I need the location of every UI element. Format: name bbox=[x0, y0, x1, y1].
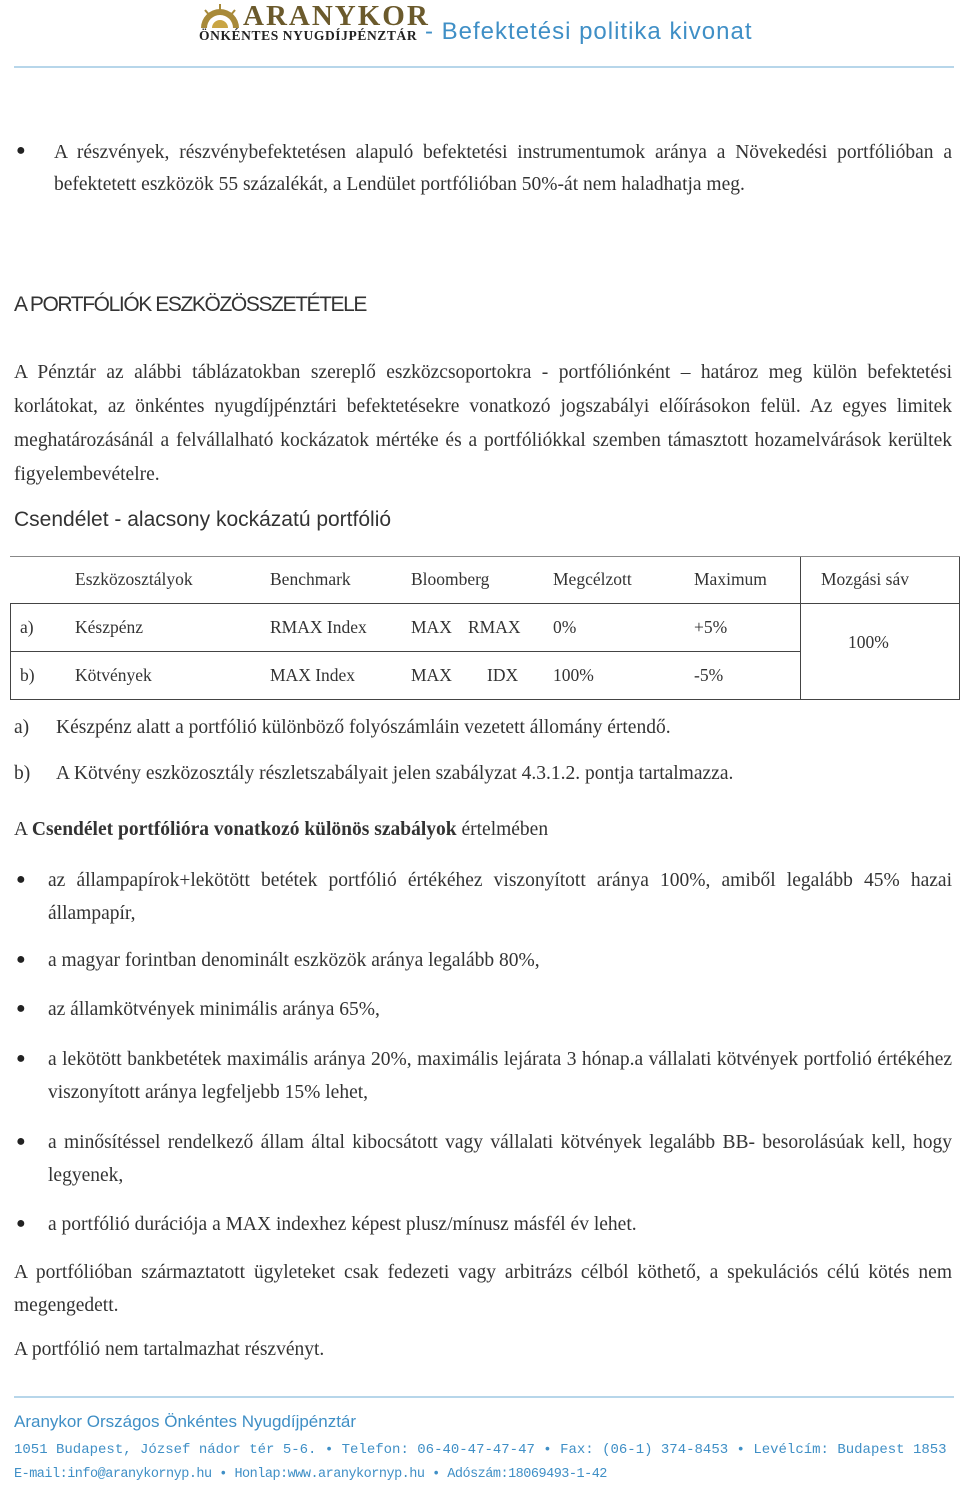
portfolio-title: Csendélet - alacsony kockázatú portfólió bbox=[14, 508, 392, 531]
table-cell-bloomberg: MAX bbox=[411, 665, 452, 685]
table-line bbox=[800, 556, 801, 700]
rule-item: a lekötött bankbetétek maximális aránya 20%, maximális lejárata 3 hónap.a vállalati kötvények portfolió értékéhez viszonyított aránya legfeljebb 15% lehet, bbox=[48, 1049, 952, 1103]
rules-intro-bold: Csendélet portfólióra vonatkozó különös szabályok bbox=[31, 819, 457, 840]
bullet-icon: ● bbox=[16, 142, 26, 159]
table-header-cell: Benchmark bbox=[270, 569, 351, 589]
note-text: Készpénz alatt a portfólió különböző folyószámláin vezetett állomány értendő. bbox=[56, 717, 671, 738]
closing-note: A portfólió nem tartalmazhat részvényt. bbox=[14, 1339, 325, 1360]
rules-intro bbox=[14, 814, 952, 846]
table-line bbox=[10, 699, 960, 700]
document-title: - Befektetési politika kivonat bbox=[425, 18, 753, 45]
logo-name: ARANYKOR bbox=[243, 0, 430, 32]
table-cell-letter: b) bbox=[20, 665, 35, 685]
table-header-cell: Bloomberg bbox=[411, 569, 490, 589]
bullet-icon: ● bbox=[16, 1133, 26, 1150]
table-cell-maximum: +5% bbox=[694, 617, 728, 637]
rules-intro-prefix: A bbox=[14, 819, 32, 840]
rule-item: a portfólió durációja a MAX indexhez képest plusz/mínusz másfél év lehet. bbox=[48, 1214, 637, 1235]
footer-contacts: E-mail:info@aranykornyp.hu • Honlap:www.aranykornyp.hu • Adószám:18069493-1-42 bbox=[14, 1467, 607, 1482]
note-text: A Kötvény eszközosztály részletszabályait jelen szabályzat 4.3.1.2. pontja tartalmazza. bbox=[56, 763, 734, 784]
table-cell-asset: Készpénz bbox=[75, 617, 144, 637]
table-cell-target: 0% bbox=[553, 617, 577, 637]
footer-org: Aranykor Országos Önkéntes Nyugdíjpénztár bbox=[14, 1412, 357, 1431]
bullet-icon: ● bbox=[16, 1000, 26, 1017]
table-line bbox=[10, 651, 800, 652]
table-cell-benchmark: RMAX Index bbox=[270, 617, 367, 637]
table-line bbox=[10, 603, 960, 604]
bullet-icon: ● bbox=[16, 871, 26, 888]
rule-item: a magyar forintban denominált eszközök aránya legalább 80%, bbox=[48, 950, 540, 971]
table-header-cell: Maximum bbox=[694, 569, 767, 589]
rule-item: az állampapírok+lekötött betétek portfólió értékéhez viszonyított aránya 100%, amiből legalább 45% hazai állampapír, bbox=[48, 870, 952, 924]
bullet-icon: ● bbox=[16, 1215, 26, 1232]
closing-paragraph: A portfólióban származtatott ügyleteket csak fedezeti vagy arbitrázs célból köthető, a spekulációs célú kötés nem megengedett. bbox=[14, 1262, 952, 1316]
table-cell-bloomberg: IDX bbox=[487, 665, 519, 685]
table-header-cell: Eszközosztályok bbox=[75, 569, 193, 589]
table-cell-letter: a) bbox=[20, 617, 34, 637]
table-header-cell: Mozgási sáv bbox=[821, 569, 909, 589]
section-title: A PORTFÓLIÓK ESZKÖZÖSSZETÉTELE bbox=[14, 293, 367, 316]
table-cell-asset: Kötvények bbox=[75, 665, 152, 685]
aranykor-logo bbox=[195, 0, 430, 46]
intro-bullet-text: A részvények, részvénybefektetésen alapuló befektetési instrumentumok aránya a Növekedési portfólióban a befektetett eszközök 55 százalékát, a Lendület portfólióban 50%-át nem haladhatja meg. bbox=[54, 142, 952, 195]
bullet-icon: ● bbox=[16, 951, 26, 968]
note-letter: a) bbox=[14, 717, 30, 738]
table-line bbox=[10, 556, 960, 557]
table-cell-bloomberg: RMAX bbox=[468, 617, 521, 637]
logo-subtitle: ÖNKÉNTES NYUGDÍJPÉNZTÁR bbox=[199, 28, 418, 43]
table-cell-maximum: -5% bbox=[694, 665, 724, 685]
page-header bbox=[0, 0, 960, 80]
table-header-cell: Megcélzott bbox=[553, 569, 632, 589]
table-cell-range: 100% bbox=[848, 632, 889, 652]
section-paragraph: A Pénztár az alábbi táblázatokban szereplő eszközcsoportokra - portfóliónként – határoz meg külön befektetési korlátokat, az önkéntes nyugdíjpénztári befektetésekre vonatkozó jogszabályi előírásokon felül. Az egyes limitek meghatározásánál a felvállalható kockázatok mértéke és a portfóliókkal szemben támasztott hozamelvárások kerültek figyelembevételre. bbox=[14, 362, 952, 485]
table-line bbox=[10, 603, 11, 700]
bullet-icon: ● bbox=[16, 1050, 26, 1067]
header-divider bbox=[14, 66, 954, 68]
note-letter: b) bbox=[14, 763, 31, 784]
rules-intro-suffix: értelmében bbox=[456, 819, 549, 840]
table-cell-benchmark: MAX Index bbox=[270, 665, 356, 685]
rule-item: a minősítéssel rendelkező állam által kibocsátott vagy vállalati kötvények legalább BB- besorolásúak kell, hogy legyenek, bbox=[48, 1132, 952, 1186]
footer-divider bbox=[14, 1396, 954, 1398]
asset-allocation-table bbox=[10, 556, 960, 700]
table-cell-target: 100% bbox=[553, 665, 594, 685]
table-cell-bloomberg: MAX bbox=[411, 617, 452, 637]
rule-item: az államkötvények minimális aránya 65%, bbox=[48, 999, 380, 1020]
footer-address: 1051 Budapest, József nádor tér 5-6. • Telefon: 06-40-47-47-47 • Fax: (06-1) 374-8453 • Levélcím: Budapest 1853 bbox=[14, 1442, 947, 1458]
